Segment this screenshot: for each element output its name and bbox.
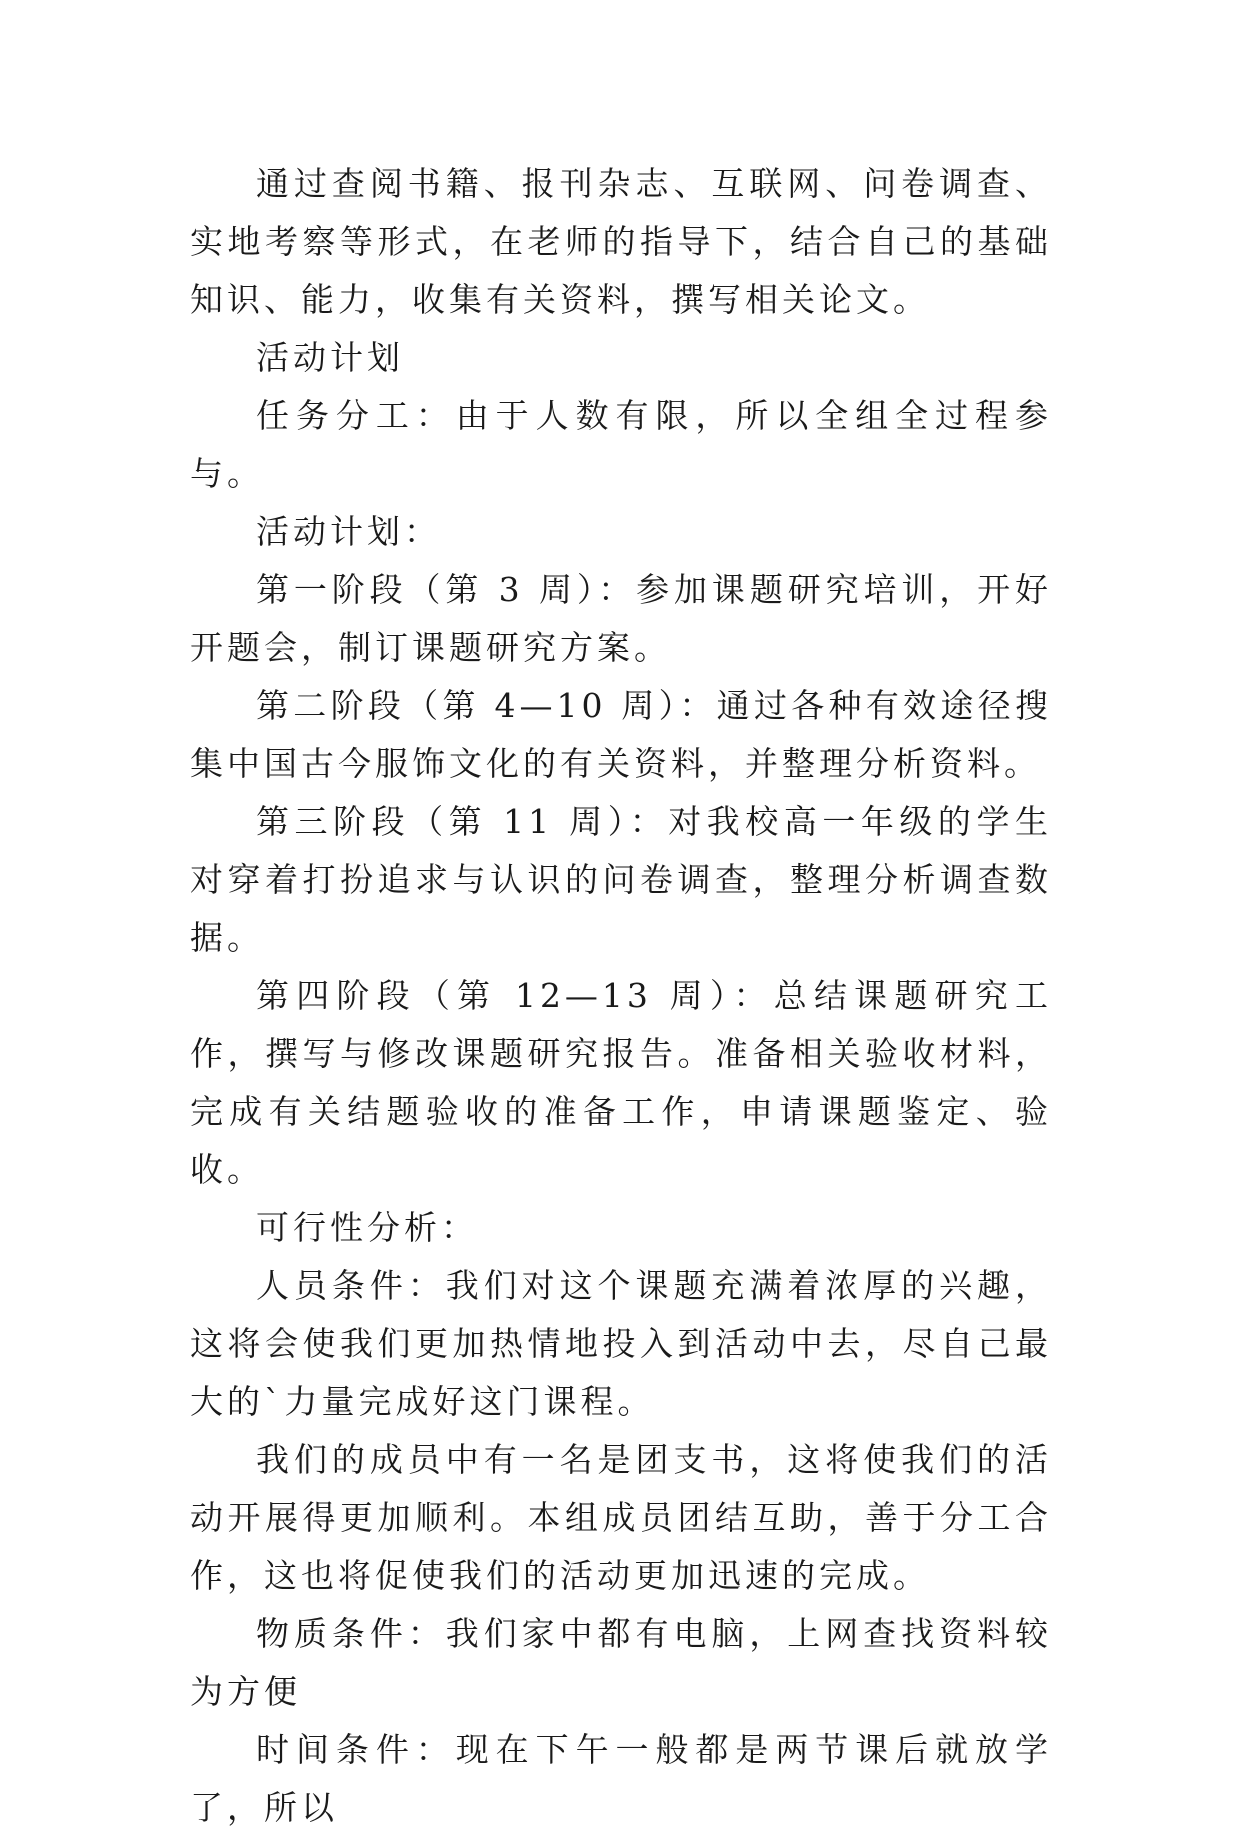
paragraph-members: 我们的成员中有一名是团支书，这将使我们的活动开展得更加顺利。本组成员团结互助，善于分工合作，这也将促使我们的活动更加迅速的完成。 — [190, 1440, 1052, 1595]
paragraph-task-division: 任务分工：由于人数有限，所以全组全过程参与。 — [190, 396, 1052, 493]
paragraph-stage-4: 第四阶段（第 12—13 周）：总结课题研究工作，撰写与修改课题研究报告。准备相关验收材料，完成有关结题验收的准备工作，申请课题鉴定、验收。 — [190, 976, 1052, 1189]
document-body — [190, 155, 1052, 1837]
paragraph-feasibility-heading: 可行性分析： — [256, 1208, 478, 1247]
paragraph-activity-plan-label: 活动计划： — [256, 512, 441, 551]
paragraph-time: 时间条件：现在下午一般都是两节课后就放学了，所以 — [190, 1730, 1052, 1827]
paragraph-methods: 通过查阅书籍、报刊杂志、互联网、问卷调查、实地考察等形式，在老师的指导下，结合自己的基础知识、能力，收集有关资料，撰写相关论文。 — [190, 164, 1052, 319]
paragraph-stage-3: 第三阶段（第 11 周）：对我校高一年级的学生对穿着打扮追求与认识的问卷调查，整理分析调查数据。 — [190, 802, 1052, 957]
paragraph-personnel: 人员条件：我们对这个课题充满着浓厚的兴趣，这将会使我们更加热情地投入到活动中去，尽自己最大的`力量完成好这门课程。 — [190, 1266, 1052, 1421]
paragraph-activity-plan-heading: 活动计划 — [256, 338, 404, 377]
paragraph-material: 物质条件：我们家中都有电脑，上网查找资料较为方便 — [190, 1614, 1052, 1711]
paragraph-stage-1: 第一阶段（第 3 周）：参加课题研究培训，开好开题会，制订课题研究方案。 — [190, 570, 1052, 667]
paragraph-stage-2: 第二阶段（第 4—10 周）：通过各种有效途径搜集中国古今服饰文化的有关资料，并整理分析资料。 — [190, 686, 1052, 783]
